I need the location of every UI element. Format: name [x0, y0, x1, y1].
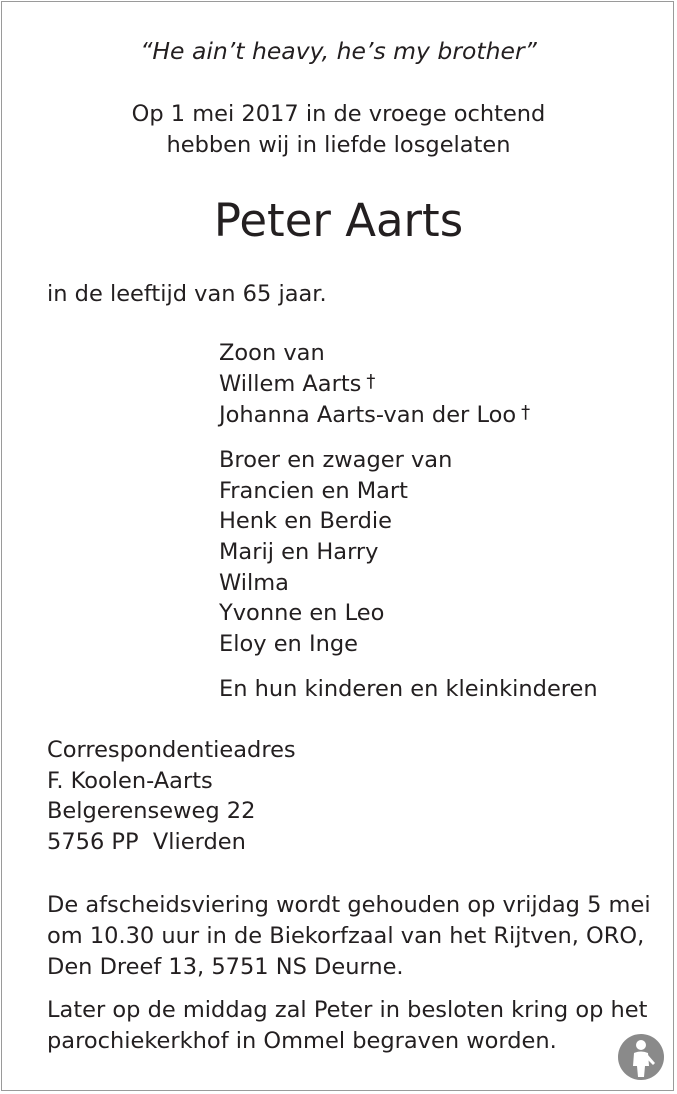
correspondence-heading: Correspondentieadres: [47, 737, 296, 763]
father-name: Willem Aarts: [219, 371, 362, 397]
sibling-entry: Henk en Berdie: [219, 508, 392, 534]
family-closing: En hun kinderen en kleinkinderen: [219, 676, 598, 702]
sibling-entry: Eloy en Inge: [219, 631, 358, 657]
burial-paragraph: [47, 995, 647, 1057]
correspondence-postal-city: 5756 PP Vlierden: [47, 829, 246, 855]
motto-quote: “He ain’t heavy, he’s my brother”: [140, 37, 537, 65]
ceremony-line-3: Den Dreef 13, 5751 NS Deurne.: [47, 954, 404, 980]
person-silhouette-logo-icon: [617, 1033, 665, 1081]
ceremony-paragraph: [47, 890, 651, 983]
correspondence-name: F. Koolen-Aarts: [47, 768, 213, 794]
cross-icon: †: [366, 371, 376, 392]
sibling-entry: Marij en Harry: [219, 539, 379, 565]
mother-name: Johanna Aarts-van der Loo: [219, 402, 517, 428]
sibling-entry: Francien en Mart: [219, 478, 409, 504]
intro-line-1: Op 1 mei 2017 in de vroege ochtend: [131, 101, 546, 127]
sibling-entry: Wilma: [219, 570, 289, 596]
siblings-heading: Broer en zwager van: [219, 447, 453, 473]
deceased-name: Peter Aarts: [213, 194, 464, 247]
burial-line-2: parochiekerkhof in Ommel begraven worden.: [47, 1028, 557, 1054]
ceremony-line-2: om 10.30 uur in de Biekorfzaal van het Rijtven, ORO,: [47, 923, 645, 949]
intro-line-2: hebben wij in liefde losgelaten: [166, 132, 511, 158]
cross-icon: †: [521, 402, 531, 423]
mother-name-row: [219, 404, 530, 427]
sibling-entry: Yvonne en Leo: [219, 600, 385, 626]
correspondence-street: Belgerenseweg 22: [47, 798, 256, 824]
ceremony-line-1: De afscheidsviering wordt gehouden op vrijdag 5 mei: [47, 892, 651, 918]
parents-heading: Zoon van: [219, 340, 325, 366]
age-line: in de leeftijd van 65 jaar.: [47, 281, 327, 307]
father-name-row: [219, 373, 375, 396]
burial-line-1: Later op de middag zal Peter in besloten kring op het: [47, 997, 648, 1023]
